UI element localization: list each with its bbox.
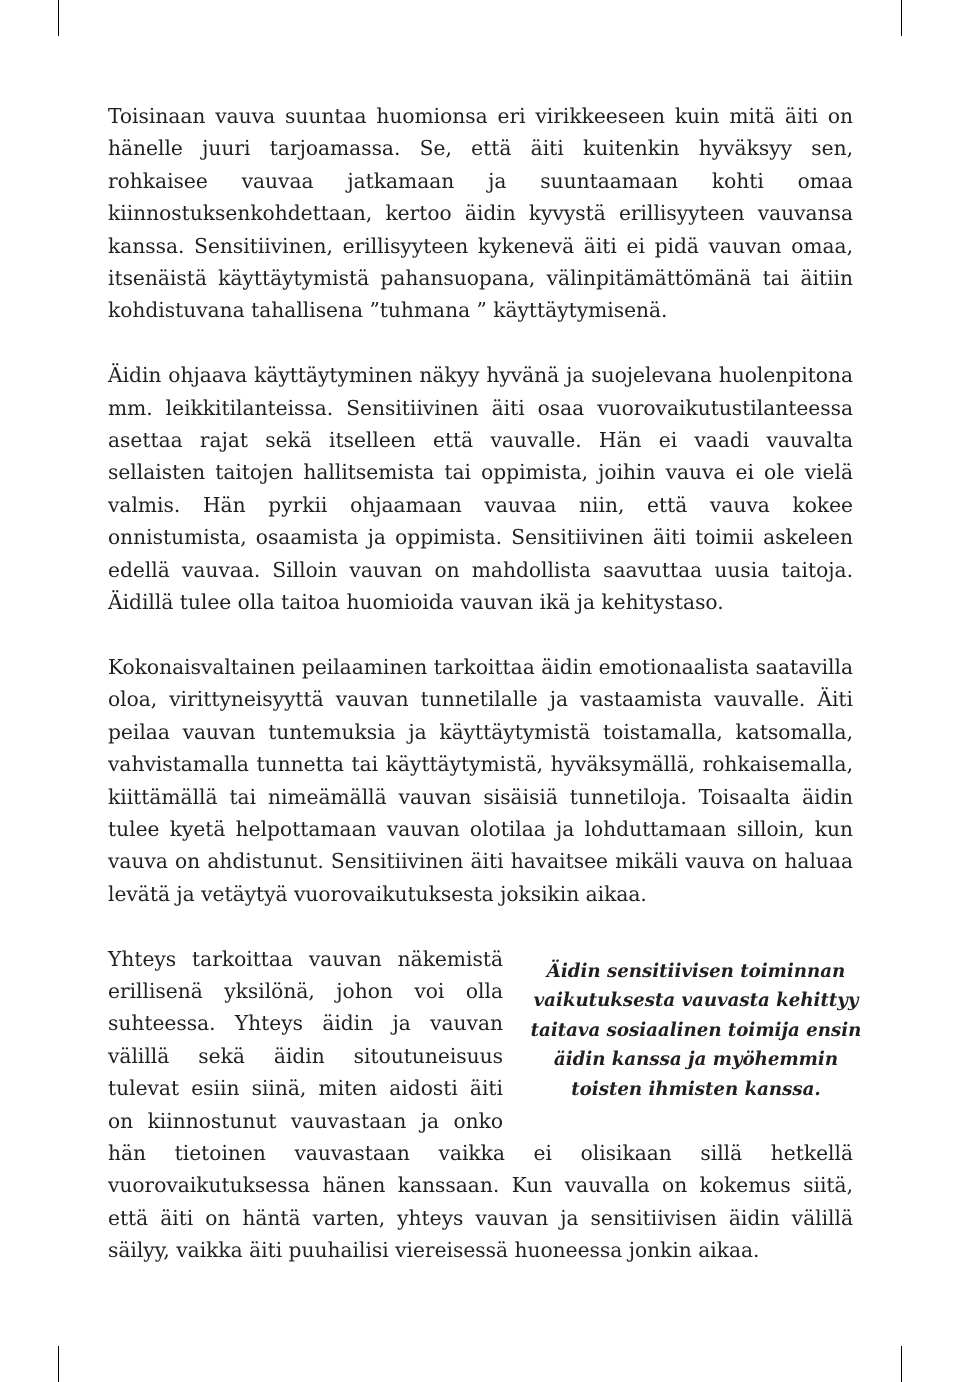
paragraph-separation: Toisinaan vauva suuntaa huomionsa eri virikkeeseen kuin mitä äiti on hänelle juuri tarjoamassa. Se, että äiti kuitenkin hyväksyy sen, rohkaisee vauvaa jatkamaan ja suuntaamaan kohti omaa kiinnostuksenkohdettaan, kertoo äidin kyvystä erillisyyteen vauvansa kanssa. Sensitiivinen, erillisyyteen kykenevä äiti ei pidä vauvan omaa, itsenäistä käyttäytymistä pahansuopana, välinpitämättömänä tai äitiin kohdistuvana tahallisena ”tuhmana ” käyttäytymisenä. xyxy=(108,104,853,323)
pull-quote xyxy=(521,957,871,1105)
paragraph-connection: Yhteys tarkoittaa vauvan näkemistä erillisenä yksilönä, johon voi olla suhteessa. Yhteys äidin ja vauvan välillä sekä äidin sitoutuneisuus tulevat esiin siinä, miten aidosti äiti on kiinnostunut vauvastaan ja onko hän tietoinen vauvastaan vaikka ei olisikaan sillä hetkellä vuorovaikutuksessa hänen kanssaan. Kun vauvalla on kokemus siitä, että äiti on häntä varten, yhteys vauvan ja sensitiivisen äidin välillä säilyy, vaikka äiti puuhailisi viereisessä huoneessa jonkin aikaa. xyxy=(108,946,853,1263)
pull-quote-line: taitava sosiaalinen toimija ensin xyxy=(530,1019,862,1041)
pull-quote-line: Äidin sensitiivisen toiminnan xyxy=(546,960,846,982)
pull-quote-line: äidin kanssa ja myöhemmin xyxy=(553,1049,839,1071)
paragraph-mirroring: Kokonaisvaltainen peilaaminen tarkoittaa äidin emotionaalista saatavilla oloa, virittyneisyyttä vauvan tunnetilalle ja vastaamista vauvalle. Äiti peilaa vauvan tuntemuksia ja käyttäytymistä toistamalla, katsomalla, vahvistamalla tunnetta tai käyttäytymistä, hyväksymällä, rohkaisemalla, kiittämällä tai nimeämällä vauvan sisäisiä tunnetiloja. Toisaalta äidin tulee kyetä helpottamaan vauvan olotilaa ja lohduttamaan silloin, kun vauva on ahdistunut. Sensitiivinen äiti havaitsee mikäli vauva on haluaa levätä ja vetäytyä vuorovaikutuksesta joksikin aikaa. xyxy=(108,654,853,906)
page-body xyxy=(108,100,862,1299)
crop-mark-top-right xyxy=(901,0,902,36)
pull-quote-line: vaikutuksesta vauvasta kehittyy xyxy=(533,990,859,1012)
crop-mark-bottom-left xyxy=(58,1346,59,1382)
crop-mark-bottom-right xyxy=(901,1346,902,1382)
pull-quote-line: toisten ihmisten kanssa. xyxy=(571,1078,821,1100)
crop-mark-top-left xyxy=(58,0,59,36)
paragraph-guiding-behaviour: Äidin ohjaava käyttäytyminen näkyy hyvänä ja suojelevana huolenpitona mm. leikkitilanteissa. Sensitiivinen äiti osaa vuorovaikutustilanteessa asettaa rajat sekä itselleen että vauvalle. Hän ei vaadi vauvalta sellaisten taitojen hallitsemista tai oppimista, joihin vauva ei ole vielä valmis. Hän pyrkii ohjaamaan vauvaa niin, että vauva kokee onnistumista, osaamista ja oppimista. Sensitiivinen äiti toimii askeleen edellä vauvaa. Silloin vauvan on mahdollista saavuttaa uusia taitoja. Äidillä tulee olla taitoa huomioida vauvan ikä ja kehitystaso. xyxy=(108,363,853,615)
